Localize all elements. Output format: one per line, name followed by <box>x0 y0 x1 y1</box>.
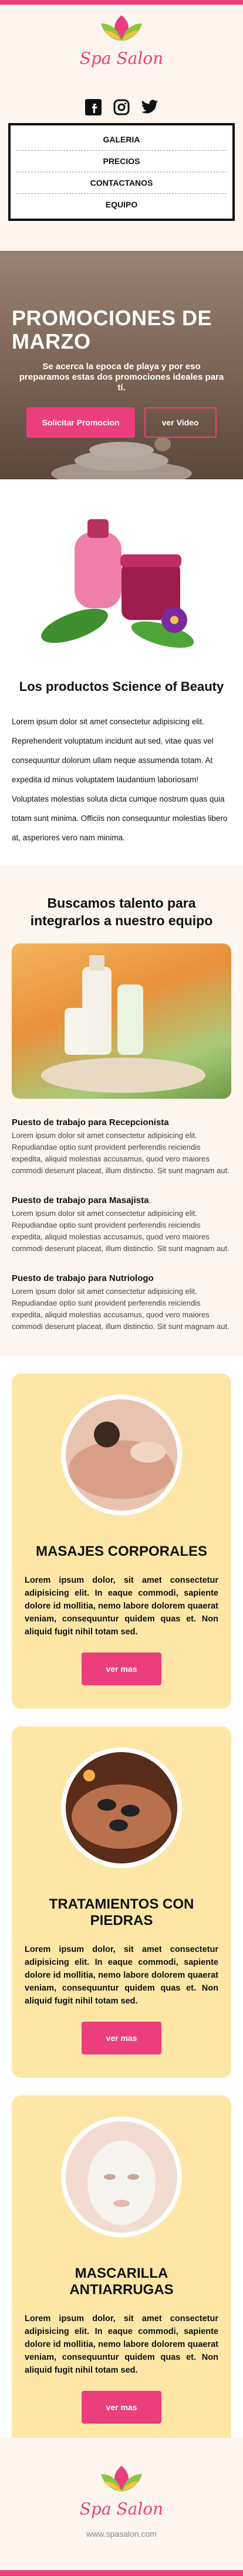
job-listing: Puesto de trabajo para Recepcionista Lorem ipsum dolor sit amet consectetur adipisicing elit. Repudiandae optio sunt provident perferendis reiciendis expedita, aliquid molestias accusamus, quod vero maiores commodi deserunt placeat, illum distinctio. Sit sunt magnam aut. <box>12 1117 231 1177</box>
bottom-accent-bar <box>0 2570 243 2576</box>
job-description: Lorem ipsum dolor sit amet consectetur adipisicing elit. Repudiandae optio sunt provident perferendis reiciendis expedita, aliquid molestias accusamus, quod vero maiores commodi deserunt placeat, illum distinctio. Sit sunt magnam aut. <box>12 1287 230 1331</box>
job-description: Lorem ipsum dolor sit amet consectetur adipisicing elit. Repudiandae optio sunt provident perferendis reiciendis expedita, aliquid molestias accusamus, quod vero maiores commodi deserunt placeat, illum distinctio. Sit sunt magnam aut. <box>12 1209 230 1253</box>
request-promo-button[interactable]: Solicitar Promocion <box>26 407 134 438</box>
massage-photo <box>61 1395 182 1515</box>
job-description: Lorem ipsum dolor sit amet consectetur adipisicing elit. Repudiandae optio sunt provident perferendis reiciendis expedita, aliquid molestias accusamus, quod vero maiores commodi deserunt placeat, illum distinctio. Sit sunt magnam aut. <box>12 1131 230 1175</box>
hero-banner <box>0 251 243 479</box>
lotus-logo-icon <box>95 11 148 46</box>
service-title: TRATAMIENTOS CON PIEDRAS <box>49 1896 194 1928</box>
menu-item-equipo[interactable]: EQUIPO <box>105 200 138 209</box>
products-section <box>0 479 243 865</box>
stones-treatment-photo <box>61 1747 182 1868</box>
face-mask-photo <box>61 2117 182 2237</box>
logo[interactable] <box>0 11 243 68</box>
menu-item-contactanos[interactable]: CONTACTANOS <box>16 172 227 194</box>
hero-title: PROMOCIONES DE MARZO <box>12 306 212 353</box>
products-description: Lorem ipsum dolor sit amet consectetur adipisicing elit. Reprehenderit voluptatum incidunt aut sed, vitae quas vel consequuntur dolorum ullam neque assumenda totam. At expedita id minus voluptatem laudantium laboriosam! Voluptates molestias soluta dicta cumque nostrum quas quia totam sunt minima. Officiis non consequuntur molestias libero at, asperiores vero nam minima. <box>12 717 228 842</box>
recruiting-section <box>0 865 243 1356</box>
service-more-button[interactable]: ver mas <box>82 2022 162 2054</box>
beauty-products-image <box>33 509 210 655</box>
menu-item-galeria[interactable]: GALERIA <box>16 129 227 151</box>
spa-products-photo <box>12 943 231 1099</box>
service-card-masajes <box>12 1374 231 1709</box>
site-header <box>0 5 243 251</box>
brand-name: Spa Salon <box>79 49 164 68</box>
watch-video-button[interactable]: ver Video <box>144 407 217 438</box>
job-role: Recepcionista <box>109 1117 169 1127</box>
menu-item-precios[interactable]: PRECIOS <box>16 151 227 172</box>
top-accent-bar <box>0 0 243 5</box>
service-more-button[interactable]: ver mas <box>82 1652 162 1685</box>
service-card-piedras <box>12 1726 231 2078</box>
job-role: Nutriologo <box>109 1273 154 1283</box>
hero-subtitle: Se acerca la epoca de playa y por eso preparamos estas dos promociones ideales para tí. <box>19 362 224 393</box>
website-link[interactable]: www.spasalon.com <box>86 2529 157 2538</box>
job-role: Masajista <box>109 1195 149 1205</box>
facebook-icon[interactable] <box>85 98 102 116</box>
service-more-button[interactable]: ver mas <box>82 2391 162 2424</box>
service-description: Lorem ipsum dolor, sit amet consectetur adipisicing elit. In eaque commodi, sapiente dolore id mollitia, nemo labore dolorem quaerat veniam, consequuntur quidem quas et. Non aliquid fugit nihil totam sed. <box>25 2314 218 2375</box>
job-listing: Puesto de trabajo para Nutriologo Lorem ipsum dolor sit amet consectetur adipisicing elit. Repudiandae optio sunt provident perferendis reiciendis expedita, aliquid molestias accusamus, quod vero maiores commodi deserunt placeat, illum distinctio. Sit sunt magnam aut. <box>12 1273 231 1333</box>
instagram-icon[interactable] <box>113 98 130 116</box>
nav-menu <box>8 123 235 221</box>
service-description: Lorem ipsum dolor, sit amet consectetur adipisicing elit. In eaque commodi, sapiente dolore id mollitia, nemo labore dolorem quaerat veniam, consequuntur quidem quas et. Non aliquid fugit nihil totam sed. <box>25 1576 218 1637</box>
recruiting-title: Buscamos talento para integrarlos a nuestro equipo <box>30 895 213 928</box>
site-footer <box>0 2438 243 2576</box>
service-title: MASCARILLA ANTIARRUGAS <box>69 2265 174 2298</box>
service-card-mascarilla <box>12 2095 231 2447</box>
twitter-icon[interactable] <box>141 98 158 116</box>
service-description: Lorem ipsum dolor, sit amet consectetur adipisicing elit. In eaque commodi, sapiente dolore id mollitia, nemo labore dolorem quaerat veniam, consequuntur quidem quas et. Non aliquid fugit nihil totam sed. <box>25 1945 218 2006</box>
products-title: Los productos Science of Beauty <box>19 679 224 694</box>
lotus-logo-icon <box>95 2461 148 2496</box>
service-title: MASAJES CORPORALES <box>35 1543 208 1559</box>
social-links <box>0 94 243 221</box>
job-listing: Puesto de trabajo para Masajista Lorem ipsum dolor sit amet consectetur adipisicing elit. Repudiandae optio sunt provident perferendis reiciendis expedita, aliquid molestias accusamus, quod vero maiores commodi deserunt placeat, illum distinctio. Sit sunt magnam aut. <box>12 1195 231 1255</box>
footer-brand-name: Spa Salon <box>79 2499 164 2519</box>
